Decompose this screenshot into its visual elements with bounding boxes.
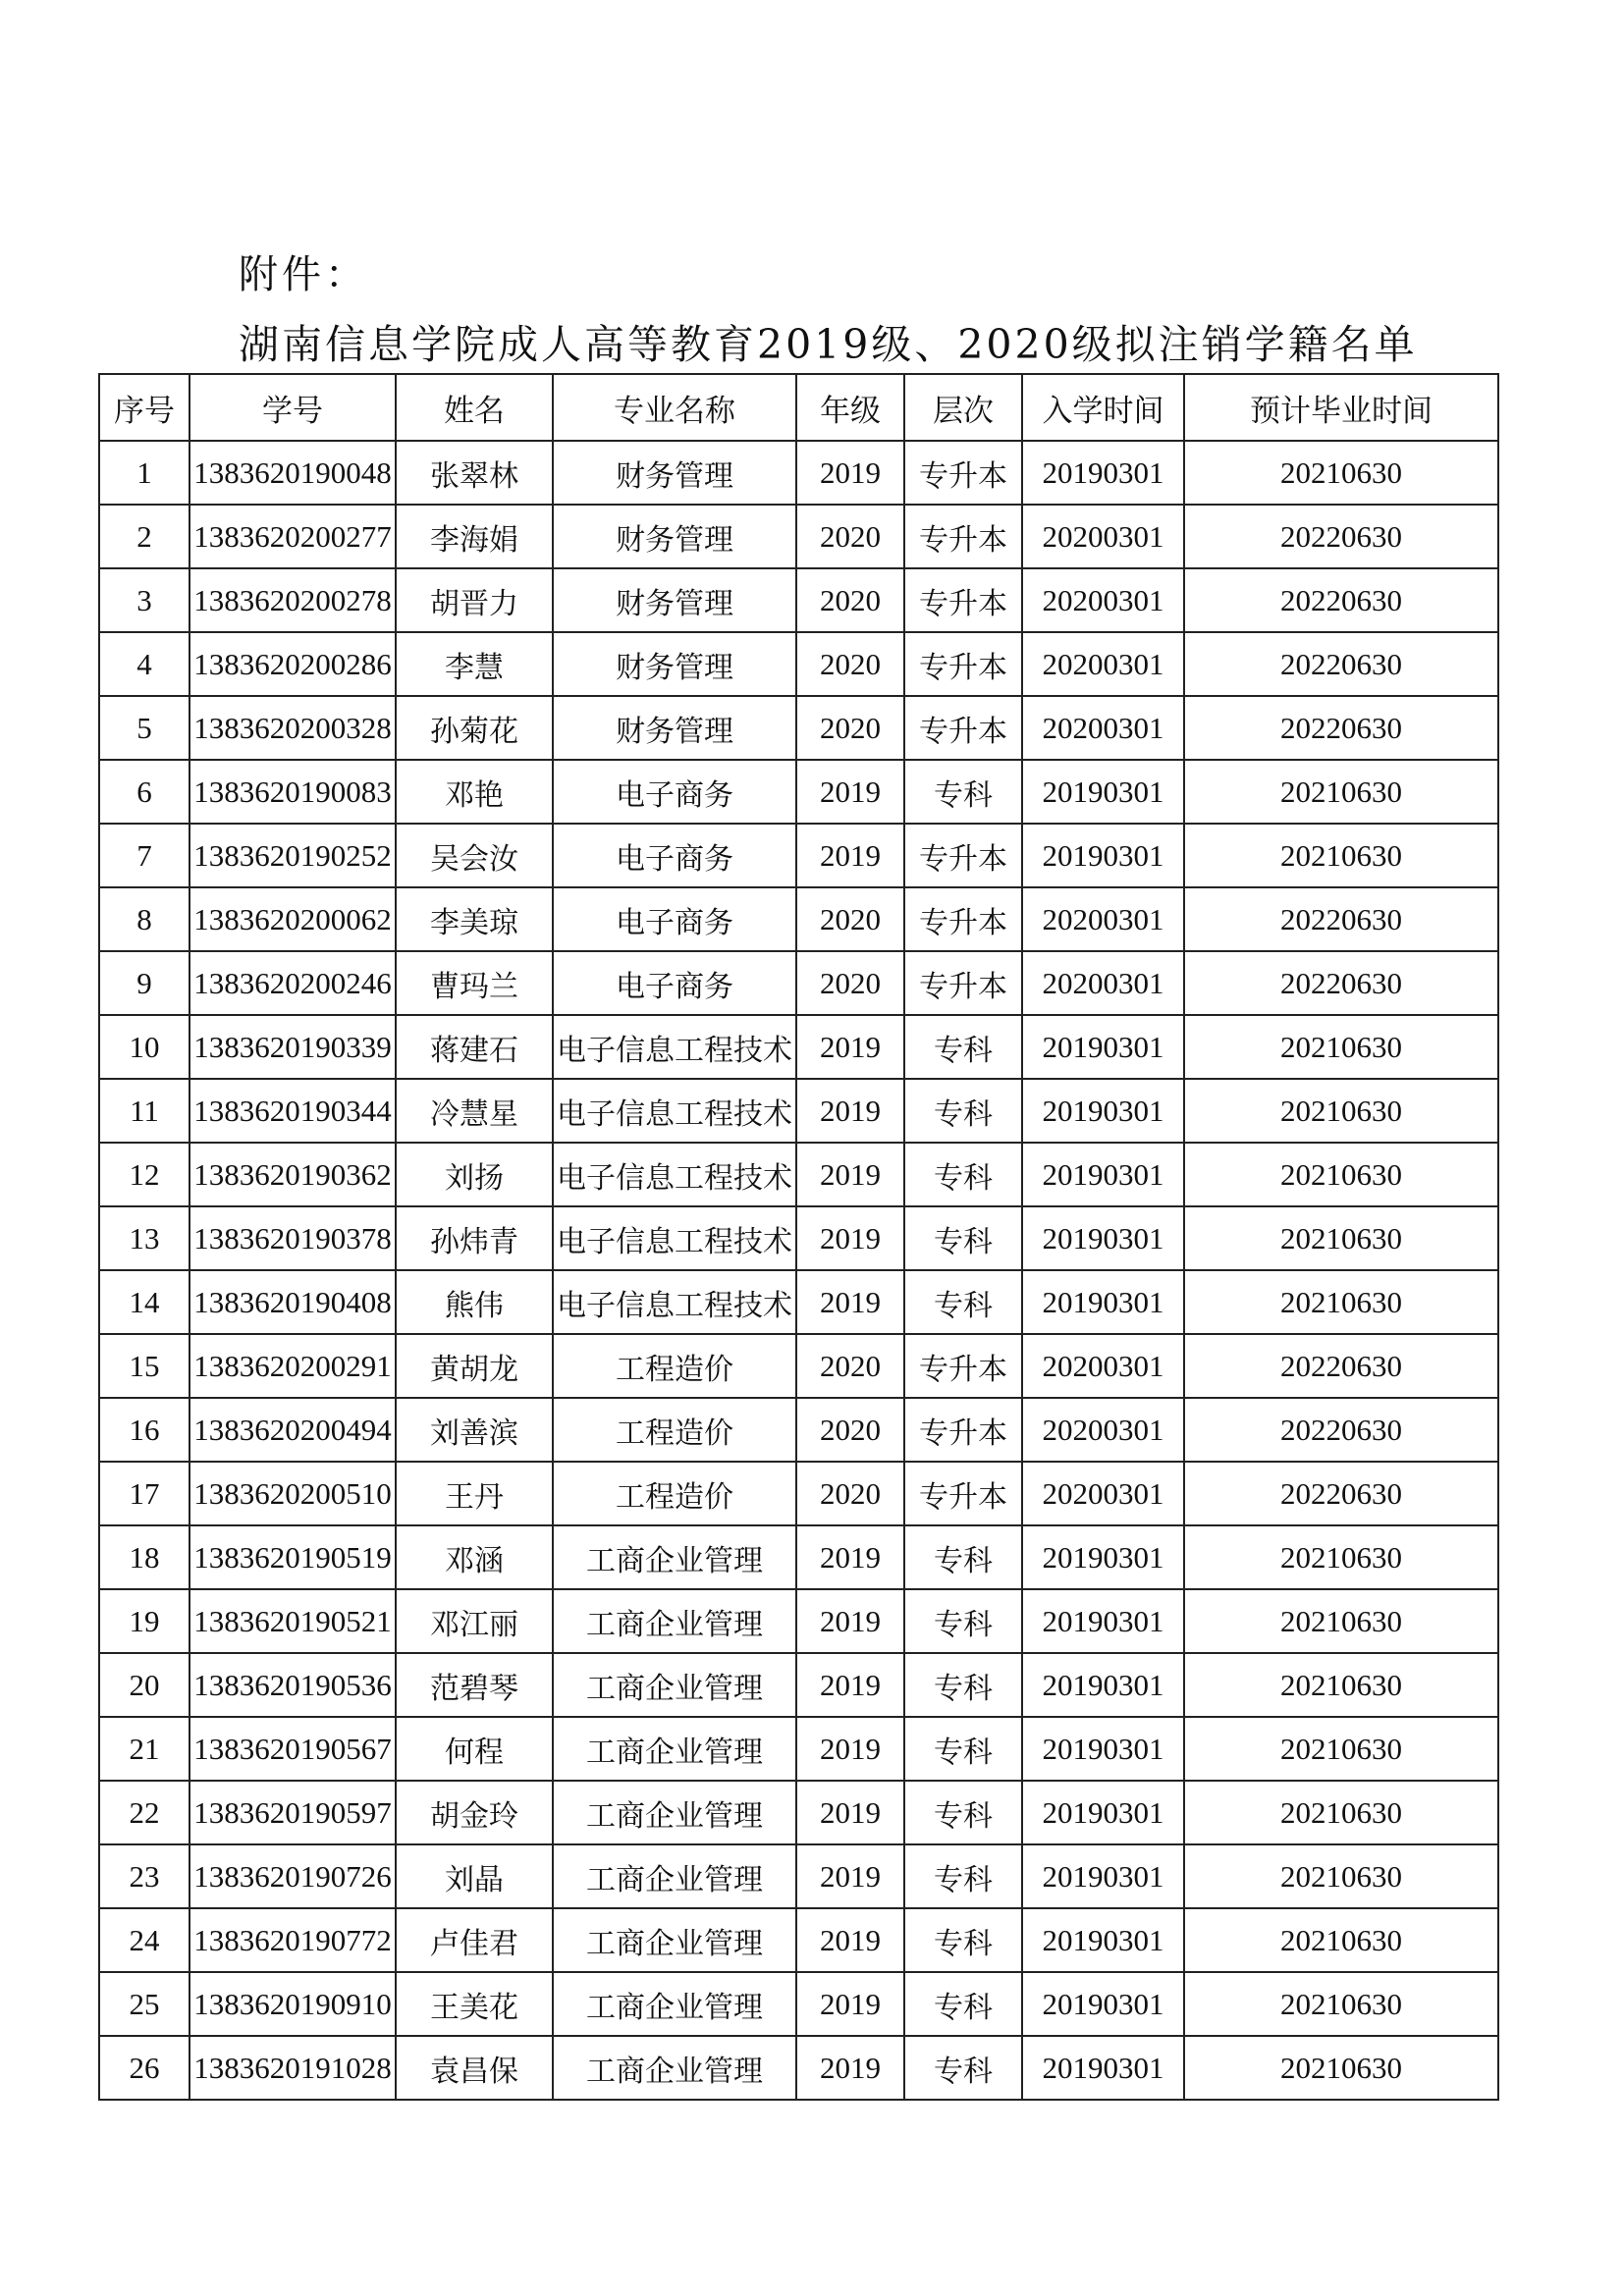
table-row <box>99 760 1498 824</box>
cell-seq: 14 <box>99 1270 189 1334</box>
cell-graduation-date: 20210630 <box>1184 1781 1498 1844</box>
header-graduation-date: 预计毕业时间 <box>1184 374 1498 441</box>
cell-major: 财务管理 <box>553 568 796 632</box>
cell-name: 李美琼 <box>396 887 553 951</box>
cell-name: 邓艳 <box>396 760 553 824</box>
cell-grade: 2020 <box>796 951 904 1015</box>
cell-student-id: 1383620190521 <box>189 1589 396 1653</box>
cell-enroll-date: 20200301 <box>1022 1462 1184 1525</box>
table-row <box>99 887 1498 951</box>
cell-name: 黄胡龙 <box>396 1334 553 1398</box>
table-body <box>99 441 1498 2100</box>
table-row <box>99 441 1498 505</box>
cell-grade: 2019 <box>796 824 904 887</box>
cell-name: 刘扬 <box>396 1143 553 1206</box>
cell-graduation-date: 20210630 <box>1184 1717 1498 1781</box>
cell-level: 专升本 <box>904 568 1022 632</box>
cell-student-id: 1383620200494 <box>189 1398 396 1462</box>
header-level: 层次 <box>904 374 1022 441</box>
cell-student-id: 1383620200277 <box>189 505 396 568</box>
cell-major: 财务管理 <box>553 441 796 505</box>
cell-seq: 19 <box>99 1589 189 1653</box>
cell-grade: 2019 <box>796 1270 904 1334</box>
cell-seq: 18 <box>99 1525 189 1589</box>
cell-seq: 26 <box>99 2036 189 2100</box>
cell-graduation-date: 20210630 <box>1184 760 1498 824</box>
cell-graduation-date: 20220630 <box>1184 1334 1498 1398</box>
cell-major: 工商企业管理 <box>553 1972 796 2036</box>
cell-name: 胡金玲 <box>396 1781 553 1844</box>
cell-student-id: 1383620200062 <box>189 887 396 951</box>
cell-enroll-date: 20190301 <box>1022 1143 1184 1206</box>
cell-major: 电子商务 <box>553 824 796 887</box>
cell-enroll-date: 20200301 <box>1022 1398 1184 1462</box>
cell-level: 专科 <box>904 760 1022 824</box>
cell-graduation-date: 20220630 <box>1184 505 1498 568</box>
cell-name: 蒋建石 <box>396 1015 553 1079</box>
cell-grade: 2019 <box>796 760 904 824</box>
cell-graduation-date: 20210630 <box>1184 1653 1498 1717</box>
cell-major: 工商企业管理 <box>553 1717 796 1781</box>
header-major: 专业名称 <box>553 374 796 441</box>
cell-graduation-date: 20210630 <box>1184 1015 1498 1079</box>
cell-enroll-date: 20200301 <box>1022 696 1184 760</box>
cell-name: 邓涵 <box>396 1525 553 1589</box>
cell-grade: 2020 <box>796 505 904 568</box>
cell-enroll-date: 20190301 <box>1022 1015 1184 1079</box>
cell-seq: 16 <box>99 1398 189 1462</box>
cell-major: 电子信息工程技术 <box>553 1270 796 1334</box>
cell-grade: 2020 <box>796 1334 904 1398</box>
cell-enroll-date: 20190301 <box>1022 441 1184 505</box>
cell-seq: 9 <box>99 951 189 1015</box>
cell-level: 专升本 <box>904 632 1022 696</box>
cell-seq: 3 <box>99 568 189 632</box>
cell-grade: 2020 <box>796 1462 904 1525</box>
table-row <box>99 1781 1498 1844</box>
cell-level: 专科 <box>904 1717 1022 1781</box>
cell-name: 王丹 <box>396 1462 553 1525</box>
cell-enroll-date: 20190301 <box>1022 1079 1184 1143</box>
cell-level: 专升本 <box>904 887 1022 951</box>
cell-grade: 2019 <box>796 1015 904 1079</box>
cell-seq: 10 <box>99 1015 189 1079</box>
cell-seq: 12 <box>99 1143 189 1206</box>
cell-student-id: 1383620190378 <box>189 1206 396 1270</box>
cell-name: 范碧琴 <box>396 1653 553 1717</box>
header-name: 姓名 <box>396 374 553 441</box>
cell-graduation-date: 20210630 <box>1184 1908 1498 1972</box>
cell-grade: 2019 <box>796 1844 904 1908</box>
cell-enroll-date: 20200301 <box>1022 505 1184 568</box>
cell-grade: 2020 <box>796 696 904 760</box>
cell-seq: 21 <box>99 1717 189 1781</box>
cell-seq: 15 <box>99 1334 189 1398</box>
cell-major: 工商企业管理 <box>553 1525 796 1589</box>
table-row <box>99 1143 1498 1206</box>
cell-major: 电子信息工程技术 <box>553 1079 796 1143</box>
cell-grade: 2019 <box>796 1206 904 1270</box>
student-table <box>98 373 1499 2101</box>
cell-student-id: 1383620190344 <box>189 1079 396 1143</box>
cell-grade: 2019 <box>796 1908 904 1972</box>
cell-enroll-date: 20190301 <box>1022 1653 1184 1717</box>
cell-grade: 2019 <box>796 1525 904 1589</box>
table-row <box>99 1015 1498 1079</box>
cell-name: 孙菊花 <box>396 696 553 760</box>
cell-grade: 2020 <box>796 632 904 696</box>
table-row <box>99 1908 1498 1972</box>
attachment-label: 附件： <box>239 252 368 297</box>
cell-student-id: 1383620190048 <box>189 441 396 505</box>
cell-student-id: 1383620190772 <box>189 1908 396 1972</box>
cell-level: 专升本 <box>904 824 1022 887</box>
cell-level: 专升本 <box>904 1398 1022 1462</box>
cell-graduation-date: 20220630 <box>1184 632 1498 696</box>
cell-major: 工商企业管理 <box>553 1589 796 1653</box>
cell-student-id: 1383620200510 <box>189 1462 396 1525</box>
cell-major: 工商企业管理 <box>553 1781 796 1844</box>
cell-graduation-date: 20210630 <box>1184 1143 1498 1206</box>
cell-grade: 2019 <box>796 1717 904 1781</box>
table-row <box>99 1653 1498 1717</box>
cell-student-id: 1383620200291 <box>189 1334 396 1398</box>
table-row <box>99 824 1498 887</box>
cell-graduation-date: 20220630 <box>1184 1398 1498 1462</box>
cell-student-id: 1383620200246 <box>189 951 396 1015</box>
cell-level: 专升本 <box>904 505 1022 568</box>
cell-major: 工商企业管理 <box>553 1653 796 1717</box>
cell-major: 工商企业管理 <box>553 2036 796 2100</box>
cell-student-id: 1383620200278 <box>189 568 396 632</box>
cell-major: 工程造价 <box>553 1462 796 1525</box>
cell-major: 工程造价 <box>553 1334 796 1398</box>
cell-level: 专科 <box>904 1270 1022 1334</box>
cell-grade: 2019 <box>796 1781 904 1844</box>
cell-enroll-date: 20200301 <box>1022 632 1184 696</box>
cell-seq: 17 <box>99 1462 189 1525</box>
cell-seq: 25 <box>99 1972 189 2036</box>
cell-name: 李海娟 <box>396 505 553 568</box>
cell-level: 专升本 <box>904 696 1022 760</box>
cell-major: 财务管理 <box>553 505 796 568</box>
cell-graduation-date: 20210630 <box>1184 1589 1498 1653</box>
cell-grade: 2019 <box>796 1143 904 1206</box>
cell-student-id: 1383620191028 <box>189 2036 396 2100</box>
table-header-row <box>99 374 1498 441</box>
cell-level: 专升本 <box>904 951 1022 1015</box>
cell-graduation-date: 20220630 <box>1184 951 1498 1015</box>
cell-enroll-date: 20200301 <box>1022 568 1184 632</box>
cell-grade: 2019 <box>796 441 904 505</box>
cell-major: 电子商务 <box>553 760 796 824</box>
cell-name: 曹玛兰 <box>396 951 553 1015</box>
cell-name: 邓江丽 <box>396 1589 553 1653</box>
cell-student-id: 1383620190252 <box>189 824 396 887</box>
cell-seq: 11 <box>99 1079 189 1143</box>
cell-graduation-date: 20210630 <box>1184 1844 1498 1908</box>
cell-graduation-date: 20220630 <box>1184 568 1498 632</box>
cell-major: 电子信息工程技术 <box>553 1206 796 1270</box>
cell-seq: 7 <box>99 824 189 887</box>
cell-level: 专科 <box>904 1079 1022 1143</box>
cell-enroll-date: 20190301 <box>1022 824 1184 887</box>
cell-graduation-date: 20210630 <box>1184 1525 1498 1589</box>
cell-name: 卢佳君 <box>396 1908 553 1972</box>
cell-enroll-date: 20190301 <box>1022 1781 1184 1844</box>
cell-enroll-date: 20200301 <box>1022 1334 1184 1398</box>
cell-seq: 23 <box>99 1844 189 1908</box>
table-row <box>99 568 1498 632</box>
cell-name: 吴会汝 <box>396 824 553 887</box>
cell-seq: 20 <box>99 1653 189 1717</box>
cell-graduation-date: 20210630 <box>1184 824 1498 887</box>
cell-seq: 8 <box>99 887 189 951</box>
student-table-container <box>98 373 1497 2101</box>
cell-name: 刘晶 <box>396 1844 553 1908</box>
cell-name: 何程 <box>396 1717 553 1781</box>
cell-level: 专科 <box>904 1781 1022 1844</box>
cell-student-id: 1383620190726 <box>189 1844 396 1908</box>
cell-major: 工商企业管理 <box>553 1844 796 1908</box>
cell-seq: 13 <box>99 1206 189 1270</box>
cell-student-id: 1383620190567 <box>189 1717 396 1781</box>
cell-level: 专科 <box>904 1525 1022 1589</box>
header-grade: 年级 <box>796 374 904 441</box>
cell-grade: 2019 <box>796 2036 904 2100</box>
table-row <box>99 1462 1498 1525</box>
table-row <box>99 1844 1498 1908</box>
header-student-id: 学号 <box>189 374 396 441</box>
cell-major: 工程造价 <box>553 1398 796 1462</box>
cell-enroll-date: 20200301 <box>1022 951 1184 1015</box>
cell-seq: 22 <box>99 1781 189 1844</box>
cell-seq: 1 <box>99 441 189 505</box>
cell-major: 电子商务 <box>553 951 796 1015</box>
cell-grade: 2019 <box>796 1079 904 1143</box>
cell-level: 专升本 <box>904 1334 1022 1398</box>
cell-grade: 2019 <box>796 1653 904 1717</box>
cell-level: 专科 <box>904 1844 1022 1908</box>
table-row <box>99 505 1498 568</box>
cell-seq: 2 <box>99 505 189 568</box>
cell-major: 电子信息工程技术 <box>553 1143 796 1206</box>
cell-seq: 5 <box>99 696 189 760</box>
cell-graduation-date: 20220630 <box>1184 1462 1498 1525</box>
cell-enroll-date: 20190301 <box>1022 1206 1184 1270</box>
table-row <box>99 1334 1498 1398</box>
cell-graduation-date: 20220630 <box>1184 696 1498 760</box>
cell-name: 袁昌保 <box>396 2036 553 2100</box>
cell-seq: 24 <box>99 1908 189 1972</box>
cell-graduation-date: 20220630 <box>1184 887 1498 951</box>
cell-enroll-date: 20190301 <box>1022 1972 1184 2036</box>
cell-graduation-date: 20210630 <box>1184 2036 1498 2100</box>
cell-grade: 2019 <box>796 1972 904 2036</box>
header-enroll-date: 入学时间 <box>1022 374 1184 441</box>
cell-enroll-date: 20190301 <box>1022 1844 1184 1908</box>
cell-enroll-date: 20190301 <box>1022 1717 1184 1781</box>
cell-level: 专科 <box>904 2036 1022 2100</box>
cell-graduation-date: 20210630 <box>1184 1206 1498 1270</box>
table-row <box>99 1079 1498 1143</box>
cell-student-id: 1383620190910 <box>189 1972 396 2036</box>
cell-graduation-date: 20210630 <box>1184 1972 1498 2036</box>
cell-level: 专科 <box>904 1143 1022 1206</box>
table-row <box>99 1972 1498 2036</box>
cell-enroll-date: 20190301 <box>1022 760 1184 824</box>
cell-graduation-date: 20210630 <box>1184 1270 1498 1334</box>
table-row <box>99 632 1498 696</box>
cell-level: 专升本 <box>904 1462 1022 1525</box>
table-row <box>99 1525 1498 1589</box>
cell-name: 孙炜青 <box>396 1206 553 1270</box>
cell-graduation-date: 20210630 <box>1184 441 1498 505</box>
cell-level: 专科 <box>904 1015 1022 1079</box>
cell-name: 熊伟 <box>396 1270 553 1334</box>
cell-level: 专科 <box>904 1908 1022 1972</box>
cell-student-id: 1383620200286 <box>189 632 396 696</box>
cell-level: 专科 <box>904 1972 1022 2036</box>
cell-major: 电子信息工程技术 <box>553 1015 796 1079</box>
cell-seq: 4 <box>99 632 189 696</box>
table-row <box>99 696 1498 760</box>
cell-major: 财务管理 <box>553 696 796 760</box>
cell-name: 刘善滨 <box>396 1398 553 1462</box>
cell-enroll-date: 20190301 <box>1022 1270 1184 1334</box>
cell-enroll-date: 20190301 <box>1022 1908 1184 1972</box>
cell-enroll-date: 20200301 <box>1022 887 1184 951</box>
cell-graduation-date: 20210630 <box>1184 1079 1498 1143</box>
table-row <box>99 1717 1498 1781</box>
header-seq: 序号 <box>99 374 189 441</box>
cell-grade: 2020 <box>796 568 904 632</box>
cell-level: 专科 <box>904 1206 1022 1270</box>
cell-grade: 2020 <box>796 1398 904 1462</box>
cell-major: 财务管理 <box>553 632 796 696</box>
cell-enroll-date: 20190301 <box>1022 1525 1184 1589</box>
cell-name: 李慧 <box>396 632 553 696</box>
cell-enroll-date: 20190301 <box>1022 2036 1184 2100</box>
table-row <box>99 1589 1498 1653</box>
cell-student-id: 1383620190597 <box>189 1781 396 1844</box>
table-row <box>99 1270 1498 1334</box>
cell-name: 胡晋力 <box>396 568 553 632</box>
cell-name: 王美花 <box>396 1972 553 2036</box>
cell-student-id: 1383620190519 <box>189 1525 396 1589</box>
cell-major: 工商企业管理 <box>553 1908 796 1972</box>
cell-name: 冷慧星 <box>396 1079 553 1143</box>
table-row <box>99 2036 1498 2100</box>
table-row <box>99 1398 1498 1462</box>
cell-level: 专科 <box>904 1653 1022 1717</box>
cell-seq: 6 <box>99 760 189 824</box>
cell-student-id: 1383620200328 <box>189 696 396 760</box>
cell-name: 张翠林 <box>396 441 553 505</box>
cell-major: 电子商务 <box>553 887 796 951</box>
cell-level: 专科 <box>904 1589 1022 1653</box>
cell-student-id: 1383620190339 <box>189 1015 396 1079</box>
document-title: 湖南信息学院成人高等教育2019级、2020级拟注销学籍名单 <box>239 321 1418 368</box>
cell-student-id: 1383620190408 <box>189 1270 396 1334</box>
table-row <box>99 951 1498 1015</box>
table-row <box>99 1206 1498 1270</box>
cell-student-id: 1383620190083 <box>189 760 396 824</box>
cell-enroll-date: 20190301 <box>1022 1589 1184 1653</box>
cell-grade: 2020 <box>796 887 904 951</box>
cell-student-id: 1383620190362 <box>189 1143 396 1206</box>
cell-level: 专升本 <box>904 441 1022 505</box>
cell-grade: 2019 <box>796 1589 904 1653</box>
cell-student-id: 1383620190536 <box>189 1653 396 1717</box>
